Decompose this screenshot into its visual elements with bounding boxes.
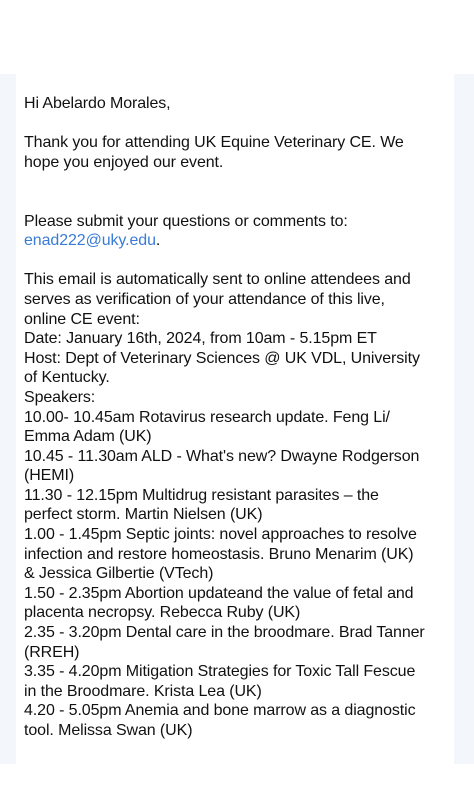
date-line: Date: January 16th, 2024, from 10am - 5.15pm ET: [24, 330, 377, 348]
speaker-line: 1.50 - 2.35pm Abortion updateand the value of fetal and: [24, 584, 414, 602]
top-margin: [0, 0, 474, 74]
speaker-line: 1.00 - 1.45pm Septic joints: novel approaches to resolve: [24, 526, 417, 544]
speaker-line: placenta necropsy. Rebecca Ruby (UK): [24, 604, 301, 622]
speaker-item: [24, 408, 450, 447]
contact-email-link[interactable]: enad222@uky.edu: [24, 232, 156, 250]
speaker-item: [24, 701, 450, 740]
speaker-line: 4.20 - 5.05pm Anemia and bone marrow as a diagnostic: [24, 702, 416, 720]
email-body: [24, 94, 450, 741]
speaker-line: 2.35 - 3.20pm Dental care in the broodmare. Brad Tanner: [24, 624, 425, 642]
submit-line: Please submit your questions or comments to:: [24, 212, 348, 230]
host-line: Host: Dept of Veterinary Sciences @ UK VDL, University: [24, 349, 420, 367]
spacer: [24, 114, 450, 134]
speakers-heading: Speakers:: [24, 388, 96, 406]
host-line: of Kentucky.: [24, 369, 110, 387]
speaker-item: [24, 525, 450, 584]
speaker-item: [24, 447, 450, 486]
speaker-line: in the Broodmare. Krista Lea (UK): [24, 682, 262, 700]
contact-line: [24, 231, 450, 251]
speaker-line: infection and restore homeostasis. Bruno Menarim (UK): [24, 545, 414, 563]
speaker-line: & Jessica Gilbertie (VTech): [24, 565, 214, 583]
speaker-line: (HEMI): [24, 467, 75, 485]
auto-sent-line: This email is automatically sent to online attendees and: [24, 271, 411, 289]
auto-sent-line: online CE event:: [24, 310, 140, 328]
speaker-line: 10.45 - 11.30am ALD - What's new? Dwayne Rodgerson: [24, 447, 420, 465]
speaker-item: [24, 486, 450, 525]
greeting: Hi Abelardo Morales,: [24, 95, 171, 112]
speaker-line: tool. Melissa Swan (UK): [24, 722, 193, 739]
contact-suffix: .: [155, 232, 161, 250]
thanks-line: Thank you for attending UK Equine Veterinary CE. We: [24, 134, 404, 152]
spacer: [24, 172, 450, 192]
speaker-line: 10.00- 10.45am Rotavirus research update. Feng Li/: [24, 408, 390, 426]
spacer: [24, 192, 450, 212]
thanks-line: hope you enjoyed our event.: [24, 153, 224, 171]
speaker-line: perfect storm. Martin Nielsen (UK): [24, 506, 263, 524]
speaker-line: 11.30 - 12.15pm Multidrug resistant parasites – the: [24, 486, 379, 504]
auto-sent-line: serves as verification of your attendance of this live,: [24, 290, 385, 308]
spacer: [24, 251, 450, 271]
speaker-line: (RREH): [24, 643, 80, 661]
speaker-line: 3.35 - 4.20pm Mitigation Strategies for Toxic Tall Fescue: [24, 663, 416, 681]
speaker-item: [24, 584, 450, 623]
speaker-item: [24, 662, 450, 701]
speaker-item: [24, 623, 450, 662]
speaker-line: Emma Adam (UK): [24, 428, 152, 446]
